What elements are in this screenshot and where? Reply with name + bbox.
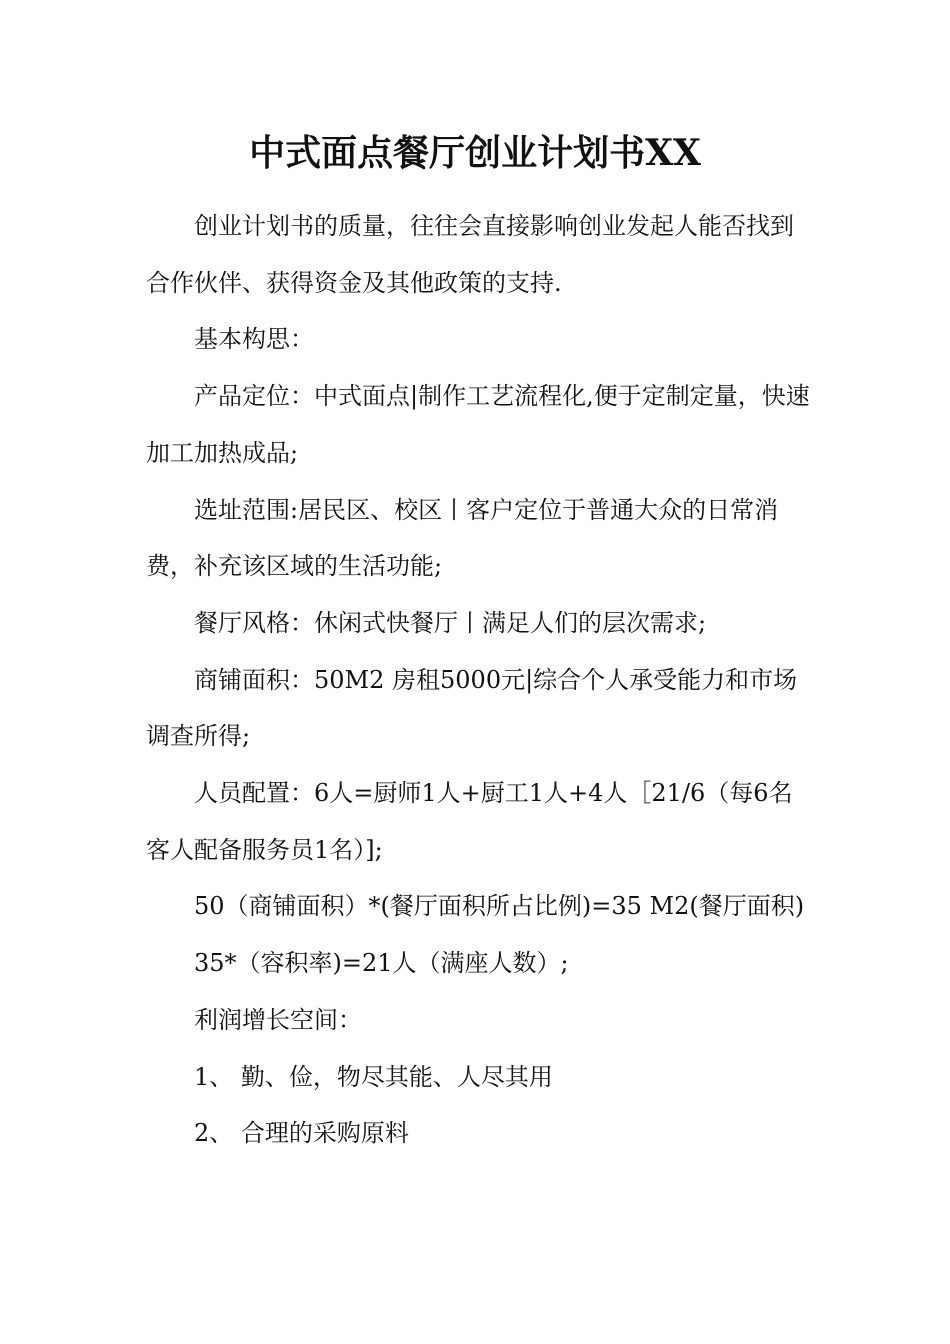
paragraph-product-positioning: 产品定位：中式面点|制作工艺流程化,便于定制定量，快速加工加热成品; <box>146 382 810 467</box>
paragraph-intro: 创业计划书的质量，往往会直接影响创业发起人能否找到合作伙伴、获得资金及其他政策的支持. <box>146 212 794 297</box>
list-item-2: 2、 合理的采购原料 <box>194 1119 409 1148</box>
paragraph-profit-growth: 利润增长空间： <box>194 1005 362 1034</box>
paragraph-restaurant-style: 餐厅风格：休闲式快餐厅丨满足人们的层次需求; <box>194 608 707 637</box>
paragraph-site-range: 选址范围:居民区、校区丨客户定位于普通大众的日常消费，补充该区域的生活功能; <box>146 495 779 581</box>
document-body <box>146 198 812 1162</box>
paragraph-basic-idea: 基本构思： <box>194 325 314 354</box>
paragraph-shop-area: 商铺面积：50M2 房租5000元|综合个人承受能力和市场调查所得; <box>146 665 798 751</box>
list-item-1: 1、 勤、俭，物尽其能、人尽其用 <box>194 1062 553 1091</box>
document-title: 中式面点餐厅创业计划书XX <box>249 132 701 174</box>
paragraph-seat-formula: 35*（容积率)=21人（满座人数）; <box>194 949 569 978</box>
paragraph-area-formula: 50（商铺面积）*(餐厅面积所占比例)=35 M2(餐厅面积) <box>194 892 805 921</box>
paragraph-staffing: 人员配置：6人=厨师1人+厨工1人+4人［21/6（每6名客人配备服务员1名）]; <box>146 779 793 864</box>
